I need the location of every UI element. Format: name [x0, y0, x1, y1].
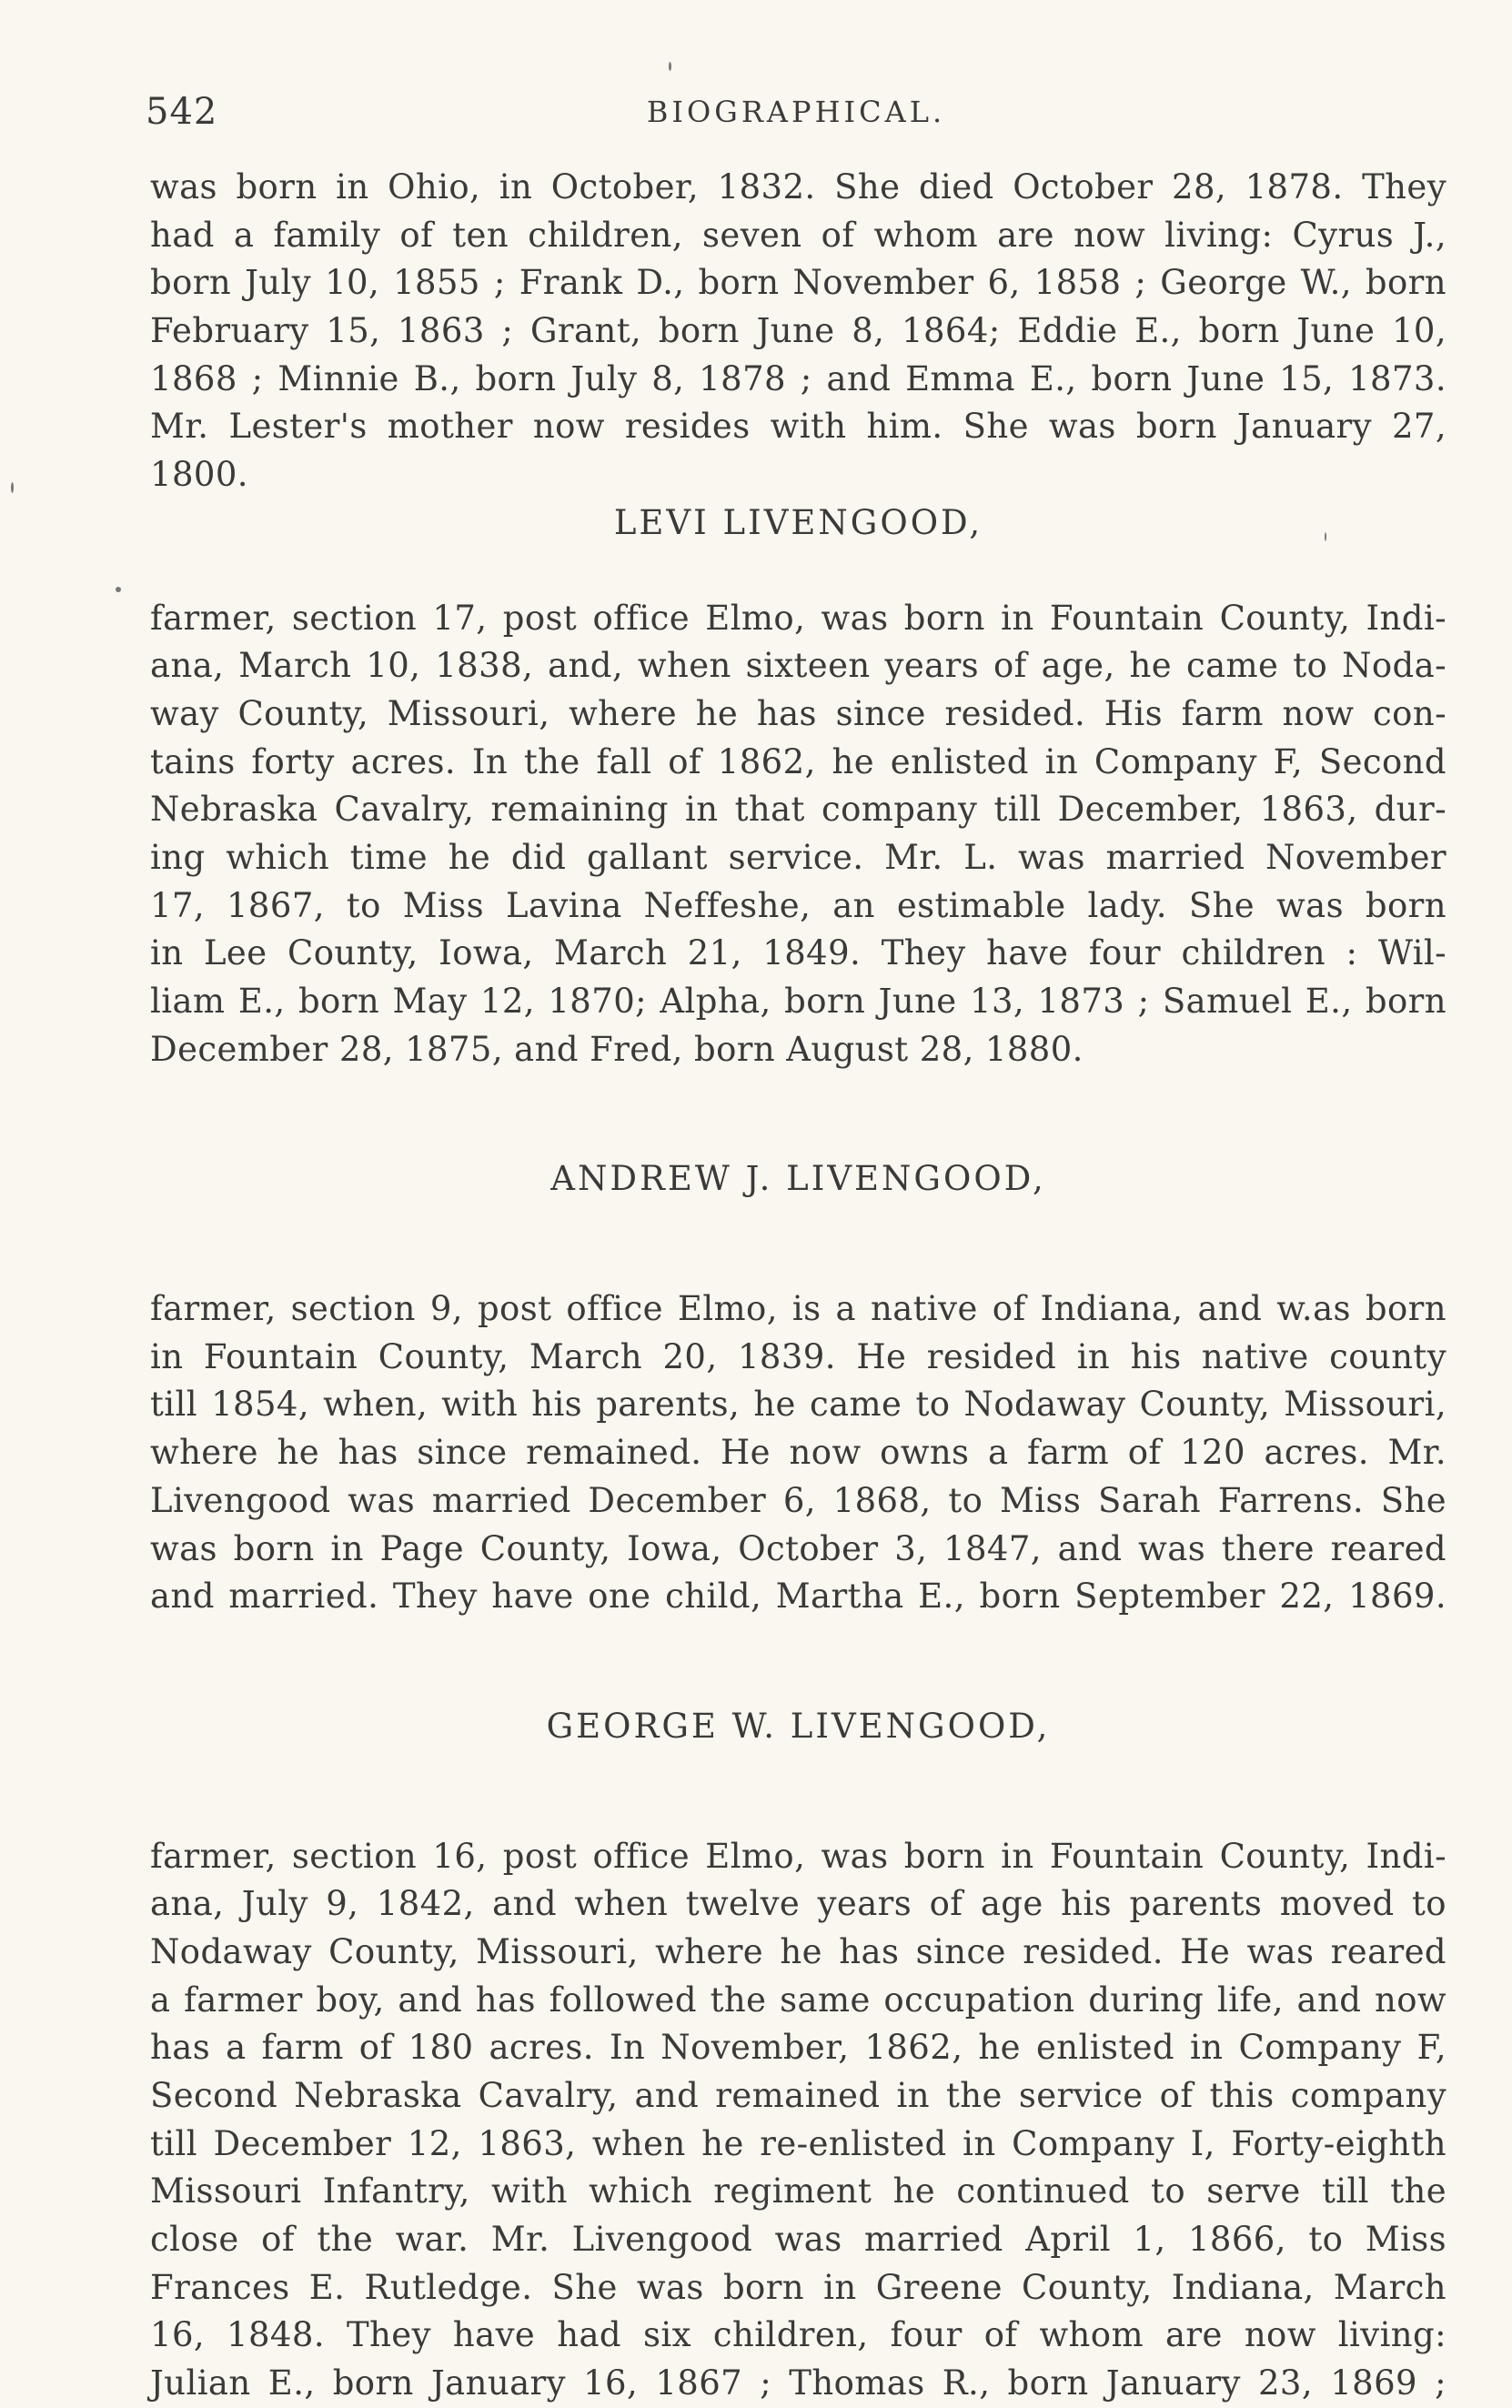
text-line: Frances E. Rutledge. She was born in Greene County, Indiana, March [150, 2267, 1446, 2307]
text-line: close of the war. Mr. Livengood was married April 1, 1866, to Miss [150, 2220, 1446, 2260]
text-line: December 28, 1875, and Fred, born August 28, 1880. [150, 1029, 1084, 1069]
entry-levi-livengood [150, 499, 1446, 1074]
ink-speck [669, 62, 671, 71]
text-line: had a family of ten children, seven of whom are now living: Cyrus J., [150, 215, 1446, 255]
text-line: born July 10, 1855 ; Frank D., born November 6, 1858 ; George W., born [150, 263, 1446, 303]
page-body [150, 164, 1446, 2408]
ink-speck [116, 587, 121, 592]
opening-paragraph [150, 164, 1446, 499]
text-line: and married. They have one child, Martha E., born September 22, 1869. [150, 1577, 1446, 1617]
text-line: where he has since remained. He now owns a farm of 120 acres. Mr. [150, 1433, 1446, 1473]
text-line: farmer, section 9, post office Elmo, is a native of Indiana, and w.as born [150, 1289, 1446, 1329]
ink-speck [11, 482, 14, 493]
running-head [146, 91, 1446, 136]
text-line: liam E., born May 12, 1870; Alpha, born June 13, 1873 ; Samuel E., born [150, 982, 1446, 1021]
text-line: was born in Page County, Iowa, October 3, 1847, and was there reared [150, 1528, 1446, 1568]
entry-heading: LEVI LIVENGOOD, [613, 502, 983, 542]
text-line: was born in Ohio, in October, 1832. She died October 28, 1878. They [150, 167, 1446, 207]
text-line: February 15, 1863 ; Grant, born June 8, 1864; Eddie E., born June 10, [150, 311, 1446, 351]
text-line: ing which time he did gallant service. Mr. L. was married November [150, 837, 1446, 877]
text-line: 1868 ; Minnie B., born July 8, 1878 ; and Emma E., born June 15, 1873. [150, 358, 1446, 398]
text-line: till December 12, 1863, when he re-enlisted in Company I, Forty-eighth [150, 2123, 1446, 2163]
text-line: 16, 1848. They have had six children, four of whom are now living: [150, 2315, 1446, 2355]
running-title: BIOGRAPHICAL. [646, 95, 946, 129]
text-line: Nebraska Cavalry, remaining in that company till December, 1863, dur- [150, 790, 1446, 830]
text-line: 17, 1867, to Miss Lavina Neffeshe, an estimable lady. She was born [150, 885, 1446, 925]
text-line: ana, March 10, 1838, and, when sixteen years of age, he came to Noda- [150, 646, 1446, 686]
entry-george-w-livengood [150, 1703, 1446, 2408]
text-line: farmer, section 17, post office Elmo, was born in Fountain County, Indi- [150, 598, 1446, 638]
text-line: in Lee County, Iowa, March 21, 1849. They have four children : Wil- [150, 933, 1446, 973]
text-line: a farmer boy, and has followed the same occupation during life, and now [150, 1980, 1446, 2020]
entry-heading: GEORGE W. LIVENGOOD, [546, 1706, 1051, 1746]
text-line: Missouri Infantry, with which regiment he continued to serve till the [150, 2171, 1446, 2212]
text-line: tains forty acres. In the fall of 1862, he enlisted in Company F, Second [150, 741, 1446, 781]
page-number: 542 [146, 91, 218, 133]
text-line: 1800. [150, 455, 248, 495]
entry-andrew-j-livengood [150, 1155, 1446, 1621]
text-line: Nodaway County, Missouri, where he has since resided. He was reared [150, 1931, 1446, 1971]
text-line: Julian E., born January 16, 1867 ; Thomas R., born January 23, 1869 ; [150, 2363, 1446, 2403]
text-line: ana, July 9, 1842, and when twelve years of age his parents moved to [150, 1884, 1446, 1924]
text-line: till 1854, when, with his parents, he came to Nodaway County, Missouri, [150, 1385, 1446, 1425]
text-line: way County, Missouri, where he has since resided. His farm now con- [150, 693, 1446, 733]
text-line: farmer, section 16, post office Elmo, was born in Fountain County, Indi- [150, 1836, 1446, 1876]
text-line: Livengood was married December 6, 1868, to Miss Sarah Farrens. She [150, 1480, 1446, 1520]
entry-heading: ANDREW J. LIVENGOOD, [550, 1159, 1046, 1199]
text-line: Second Nebraska Cavalry, and remained in the service of this company [150, 2076, 1446, 2115]
text-line: has a farm of 180 acres. In November, 1862, he enlisted in Company F, [150, 2028, 1446, 2068]
text-line: in Fountain County, March 20, 1839. He resided in his native county [150, 1336, 1446, 1376]
text-line: Mr. Lester's mother now resides with him. She was born January 27, [150, 407, 1446, 447]
